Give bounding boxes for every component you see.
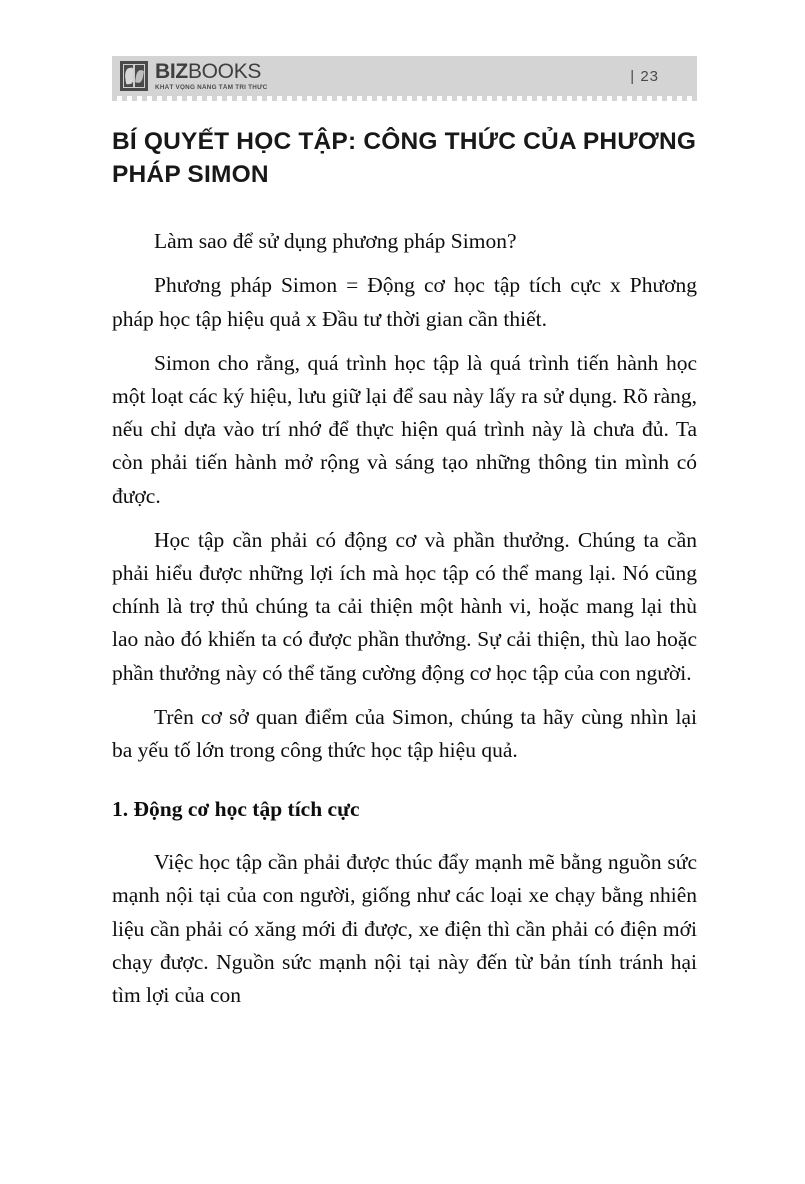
page-content xyxy=(112,126,697,1014)
chapter-title: BÍ QUYẾT HỌC TẬP: CÔNG THỨC CỦA PHƯƠNG PHÁP SIMON xyxy=(112,128,697,188)
brand-name-light: BOOKS xyxy=(187,60,262,84)
page-number: | 23 xyxy=(630,67,659,85)
brand-name-bold: BIZ xyxy=(155,60,188,84)
page-header-band xyxy=(112,56,697,96)
paragraph-3: Simon cho rằng, quá trình học tập là quá trình tiến hành học một loạt các ký hiệu, lưu giữ lại để sau này lấy ra sử dụng. Rõ ràng, nếu chỉ dựa vào trí nhớ để thực hiện quá trình này là chưa đủ. Ta còn phải tiến hành mở rộng và sáng tạo những thông tin mình có được. xyxy=(112,350,697,508)
brand-tagline: KHÁT VỌNG NÂNG TẦM TRI THỨC xyxy=(155,83,268,91)
flame-shape-left xyxy=(124,67,135,84)
paragraph-1: Làm sao để sử dụng phương pháp Simon? xyxy=(154,229,517,254)
header-band-scalloped-edge xyxy=(112,96,697,101)
book-flame-icon xyxy=(120,61,148,91)
paragraph-4: Học tập cần phải có động cơ và phần thưởng. Chúng ta cần phải hiểu được những lợi ích mà học tập có thể mang lại. Nó cũng chính là trợ thủ chúng ta cải thiện một hành vi, hoặc mang lại thù lao nào đó khiến ta có được phần thưởng. Sự cải thiện, thù lao hoặc phần thưởng này có thể tăng cường động cơ học tập của con người. xyxy=(112,527,697,685)
bizbooks-logo xyxy=(112,60,268,91)
section-heading-1: 1. Động cơ học tập tích cực xyxy=(112,797,360,822)
paragraph-2: Phương pháp Simon = Động cơ học tập tích cực x Phương pháp học tập hiệu quả x Đầu tư thời gian cần thiết. xyxy=(112,273,697,331)
paragraph-5: Trên cơ sở quan điểm của Simon, chúng ta hãy cùng nhìn lại ba yếu tố lớn trong công thức học tập hiệu quả. xyxy=(112,704,697,762)
flame-shape-right xyxy=(135,69,144,83)
paragraph-6: Việc học tập cần phải được thúc đẩy mạnh mẽ bằng nguồn sức mạnh nội tại của con người, giống như các loại xe chạy bằng nhiên liệu cần phải có xăng mới đi được, xe điện thì cần phải có điện mới chạy được. Nguồn sức mạnh nội tại này đến từ bản tính tránh hại tìm lợi của con xyxy=(112,850,697,1008)
brand-text-block xyxy=(155,60,268,91)
brand-name xyxy=(155,61,265,82)
